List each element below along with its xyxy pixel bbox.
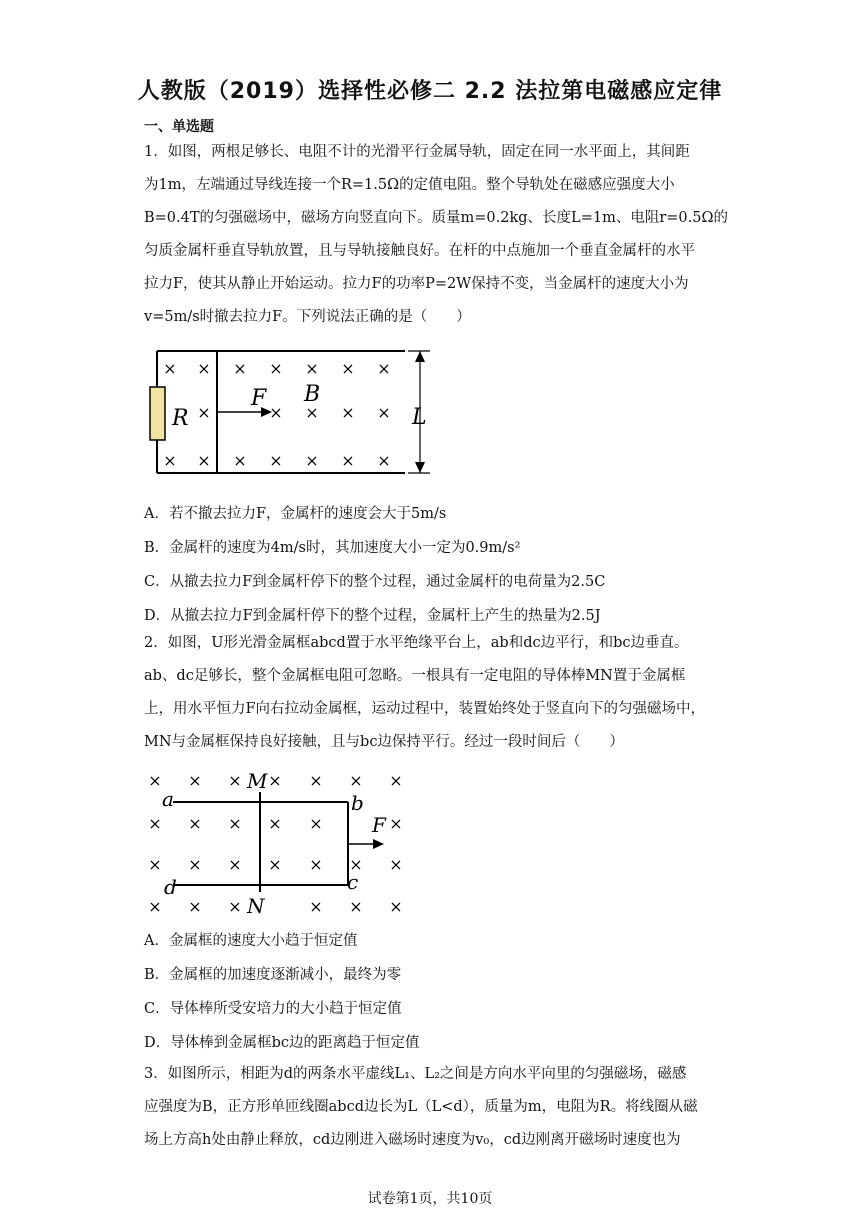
field-cross: ×: [269, 359, 283, 378]
label-c: c: [347, 870, 359, 894]
field-cross: ×: [389, 897, 403, 916]
field-cross: ×: [233, 359, 247, 378]
field-cross: ×: [269, 451, 283, 470]
question-line: 匀质金属杆垂直导轨放置，且与导轨接触良好。在杆的中点施加一个垂直金属杆的水平: [144, 243, 695, 259]
field-cross: ×: [148, 897, 162, 916]
field-cross: ×: [163, 451, 177, 470]
option-A: A．金属框的速度大小趋于恒定值: [144, 933, 358, 949]
field-cross: ×: [269, 403, 283, 422]
question-line: 为1m，左端通过导线连接一个R=1.5Ω的定值电阻。整个导轨处在磁感应强度大小: [144, 177, 675, 193]
field-cross: ×: [268, 771, 282, 790]
field-cross: ×: [188, 855, 202, 874]
field-cross: ×: [309, 897, 323, 916]
field-cross: ×: [228, 814, 242, 833]
field-cross: ×: [389, 771, 403, 790]
page-title: 人教版（2019）选择性必修二 2.2 法拉第电磁感应定律: [137, 79, 723, 104]
question-line: 上，用水平恒力F向右拉动金属框，运动过程中，装置始终处于竖直向下的匀强磁场中，: [144, 701, 706, 717]
field-cross: ×: [163, 359, 177, 378]
label-M: M: [247, 769, 268, 793]
label-a: a: [162, 787, 174, 811]
field-cross: ×: [148, 771, 162, 790]
field-cross: ×: [228, 771, 242, 790]
field-cross: ×: [188, 814, 202, 833]
field-cross: ×: [148, 855, 162, 874]
label-F: F: [251, 386, 267, 411]
field-cross: ×: [341, 403, 355, 422]
field-cross: ×: [148, 814, 162, 833]
question-line: B=0.4T的匀强磁场中，磁场方向竖直向下。质量m=0.2kg、长度L=1m、电阻r=0.5Ω的: [144, 210, 728, 226]
question-line: 3．如图所示，相距为d的两条水平虚线L₁、L₂之间是方向水平向里的匀强磁场，磁感: [144, 1066, 687, 1082]
field-cross: ×: [389, 814, 403, 833]
field-cross: ×: [233, 451, 247, 470]
field-cross: ×: [268, 814, 282, 833]
question-line: 1．如图，两根足够长、电阻不计的光滑平行金属导轨，固定在同一水平面上，其间距: [144, 144, 690, 160]
label-L: L: [412, 405, 427, 430]
question-line: ab、dc足够长，整个金属框电阻可忽略。一根具有一定电阻的导体棒MN置于金属框: [144, 668, 686, 684]
field-cross: ×: [349, 855, 363, 874]
question-3-text: [144, 1058, 716, 1157]
field-cross: ×: [228, 897, 242, 916]
question-line: 应强度为B，正方形单匝线圈abcd边长为L（L<d），质量为m，电阻为R。将线圈从磁: [144, 1099, 698, 1115]
field-cross: ×: [268, 855, 282, 874]
field-cross: ×: [341, 359, 355, 378]
option-D: D．导体棒到金属框bc边的距离趋于恒定值: [144, 1035, 420, 1051]
field-cross: ×: [389, 855, 403, 874]
field-cross: ×: [341, 451, 355, 470]
field-cross: ×: [305, 451, 319, 470]
field-cross: ×: [349, 771, 363, 790]
field-cross: ×: [197, 359, 211, 378]
field-cross: ×: [309, 771, 323, 790]
field-cross: ×: [188, 771, 202, 790]
field-cross: ×: [228, 855, 242, 874]
option-A: A．若不撤去拉力F，金属杆的速度会大于5m/s: [144, 506, 447, 522]
option-D: D．从撤去拉力F到金属杆停下的整个过程，金属杆上产生的热量为2.5J: [144, 608, 601, 624]
field-cross: ×: [188, 897, 202, 916]
question-line: MN与金属框保持良好接触，且与bc边保持平行。经过一段时间后（ ）: [144, 734, 624, 750]
field-cross: ×: [197, 403, 211, 422]
option-B: B．金属框的加速度逐渐减小，最终为零: [144, 967, 402, 983]
section-heading: 一、单选题: [144, 119, 214, 135]
question-1-text: [144, 136, 728, 334]
figure-1-rails-diagram: [140, 342, 440, 482]
label-b: b: [351, 791, 364, 815]
question-line: 场上方高h处由静止释放，cd边刚进入磁场时速度为v₀，cd边刚离开磁场时速度也为: [144, 1132, 681, 1148]
resistor: [150, 387, 165, 440]
field-cross: ×: [349, 897, 363, 916]
field-cross: ×: [377, 403, 391, 422]
field-cross: ×: [309, 855, 323, 874]
label-R: R: [172, 406, 189, 431]
figure-2-u-frame-diagram: [140, 764, 420, 922]
option-C: C．从撤去拉力F到金属杆停下的整个过程，通过金属杆的电荷量为2.5C: [144, 574, 606, 590]
field-cross: ×: [377, 451, 391, 470]
field-cross: ×: [197, 451, 211, 470]
question-line: 拉力F，使其从静止开始运动。拉力F的功率P=2W保持不变，当金属杆的速度大小为: [144, 276, 689, 292]
label-F: F: [372, 813, 386, 837]
magnetic-field-crosses: [163, 359, 390, 470]
label-B: B: [304, 382, 321, 407]
label-N: N: [247, 894, 265, 918]
field-cross: ×: [305, 359, 319, 378]
option-B: B．金属杆的速度为4m/s时，其加速度大小一定为0.9m/s²: [144, 540, 521, 556]
label-d: d: [164, 875, 177, 899]
field-cross: ×: [305, 403, 319, 422]
question-2-text: [144, 627, 716, 759]
page-footer: 试卷第1页，共10页: [367, 1191, 493, 1207]
field-cross: ×: [377, 359, 391, 378]
question-line: 2．如图，U形光滑金属框abcd置于水平绝缘平台上，ab和dc边平行，和bc边垂直。: [144, 635, 689, 651]
option-C: C．导体棒所受安培力的大小趋于恒定值: [144, 1001, 402, 1017]
field-cross: ×: [309, 814, 323, 833]
question-line: v=5m/s时撤去拉力F。下列说法正确的是（ ）: [144, 309, 471, 325]
